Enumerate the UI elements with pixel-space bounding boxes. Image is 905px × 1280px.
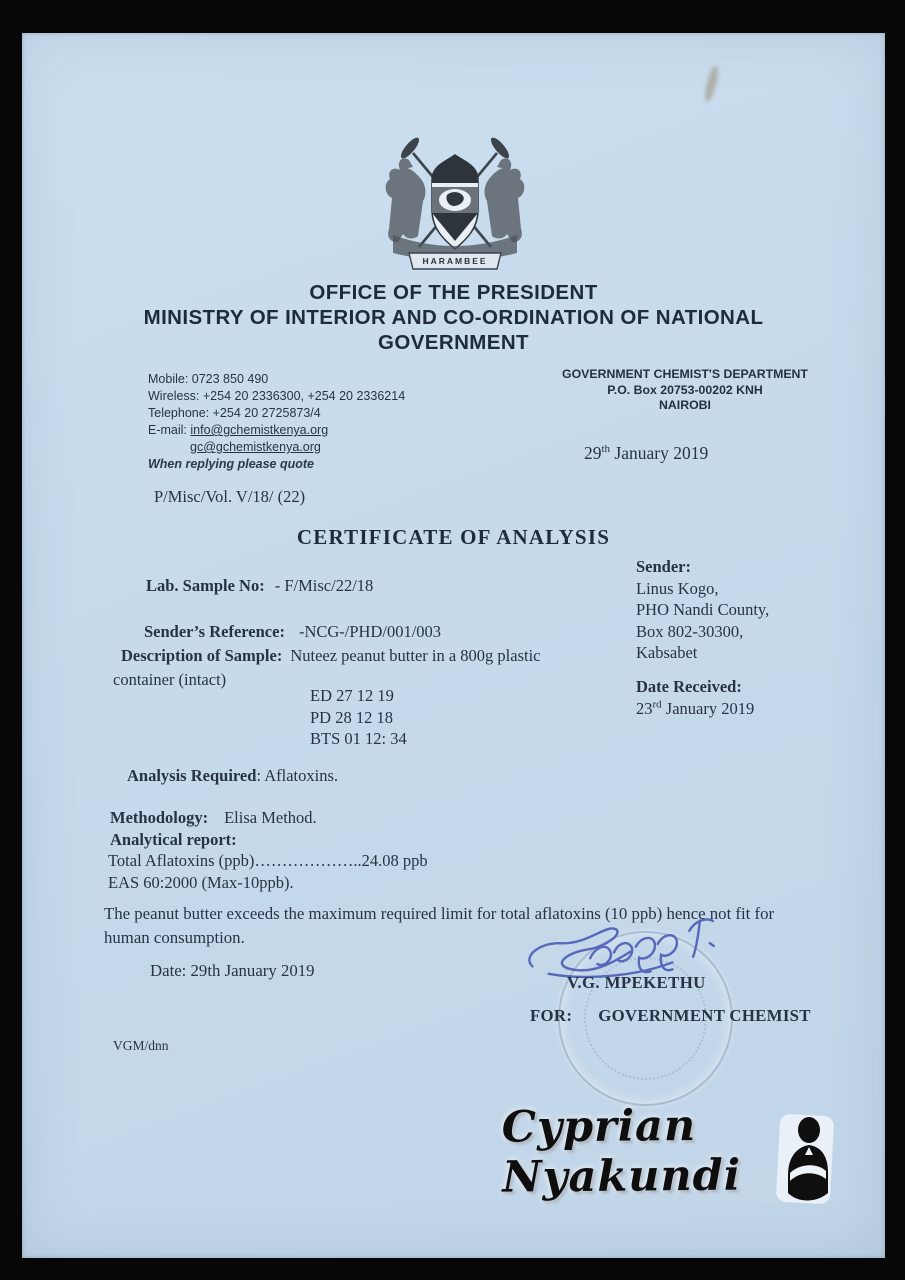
contact-block [148, 371, 405, 456]
government-line: GOVERNMENT [378, 331, 529, 354]
date-received-value [636, 698, 754, 720]
email-line-1 [148, 422, 405, 439]
letterhead-title-block [22, 280, 885, 355]
letter-date-suffix: th [601, 443, 611, 456]
sender-label: Sender: [636, 557, 691, 576]
office-line: OFFICE OF THE PRESIDENT [309, 281, 598, 304]
department-name: GOVERNMENT CHEMIST'S DEPARTMENT [562, 367, 808, 381]
kenya-coat-of-arms [363, 137, 547, 279]
letter-date-rest: January 2019 [610, 443, 709, 463]
date-received-suffix: rd [652, 698, 662, 711]
for-value: GOVERNMENT CHEMIST [598, 1006, 811, 1025]
email-line-2 [148, 439, 405, 456]
description-value: Nuteez peanut butter in a 800g plastic [290, 646, 541, 665]
reply-note: When replying please quote [148, 457, 314, 471]
analysis-required-label: Analysis Required [127, 766, 257, 785]
footer-date-line: Date: 29th January 2019 [150, 961, 315, 980]
methodology-row [110, 808, 317, 828]
telephone-line: Telephone: +254 20 2725873/4 [148, 406, 321, 420]
file-reference: P/Misc/Vol. V/18/ (22) [154, 487, 306, 506]
date-received-label: Date Received: [636, 677, 742, 696]
email-label: E-mail: [148, 423, 187, 437]
analytical-report-label: Analytical report: [110, 830, 237, 849]
watermark-signature-text: Cyprian Nyakundi [501, 1100, 742, 1203]
description-continuation: container (intact) [113, 670, 227, 689]
senders-reference-row [144, 622, 441, 642]
typist-initials: VGM/dnn [113, 1038, 169, 1053]
methodology-label: Methodology: [110, 808, 209, 827]
department-city: NAIROBI [659, 398, 711, 412]
production-date-code: PD 28 12 18 [310, 707, 393, 727]
senders-reference-label: Sender’s Reference: [144, 622, 285, 641]
scanned-letter-page [22, 33, 885, 1258]
sender-box: Box 802-30300, [636, 621, 744, 641]
lab-sample-value: - F/Misc/22/18 [274, 576, 374, 595]
lab-sample-label: Lab. Sample No: [146, 576, 265, 595]
letter-date-day: 29 [584, 443, 602, 463]
standard-reference-line: EAS 60:2000 (Max-10ppb). [108, 873, 294, 892]
conclusion-paragraph: The peanut butter exceeds the maximum required limit for total aflatoxins (10 ppb) hence not fit for human consumption. [104, 904, 775, 947]
signatory-name: V.G. MPEKETHU [567, 973, 706, 992]
scan-smudge-mark [703, 64, 721, 103]
batch-code-block [310, 685, 407, 750]
analysis-required-row [127, 766, 338, 786]
department-block [560, 367, 810, 414]
sender-org: PHO Nandi County, [636, 600, 770, 619]
email-address-1: info@gchemistkenya.org [190, 423, 329, 437]
wireless-line: Wireless: +254 20 2336300, +254 20 2336214 [148, 389, 406, 403]
for-label: FOR: [530, 1006, 573, 1025]
expiry-date-code: ED 27 12 19 [310, 686, 394, 705]
total-aflatoxins-result: Total Aflatoxins (ppb)………………..24.08 ppb [108, 851, 428, 870]
email-address-2: gc@gchemistkenya.org [190, 440, 321, 454]
ministry-line: MINISTRY OF INTERIOR AND CO-ORDINATION OF NATIONAL [143, 306, 764, 329]
motto-text: HARAMBEE [422, 256, 488, 266]
analysis-required-value: : Aflatoxins. [256, 766, 339, 785]
description-label: Description of Sample: [121, 646, 283, 665]
batch-time-code: BTS 01 12: 34 [310, 729, 407, 748]
for-government-chemist-line [530, 1006, 811, 1026]
date-received-day: 23 [636, 699, 653, 718]
date-received-rest: January 2019 [661, 699, 755, 718]
description-row [121, 646, 541, 666]
letter-date [584, 443, 708, 464]
certificate-title: CERTIFICATE OF ANALYSIS [296, 525, 611, 549]
mobile-line: Mobile: 0723 850 490 [148, 372, 269, 386]
watermark-person-silhouette-icon [776, 1113, 834, 1205]
sender-name: Linus Kogo, [636, 578, 719, 598]
methodology-value: Elisa Method. [224, 808, 317, 827]
senders-reference-value: -NCG-/PHD/001/003 [298, 622, 442, 641]
department-pobox: P.O. Box 20753-00202 KNH [607, 382, 763, 397]
date-received-block [636, 676, 754, 720]
lab-sample-row [146, 576, 373, 596]
sender-town: Kabsabet [636, 643, 698, 662]
sender-block [636, 556, 769, 664]
